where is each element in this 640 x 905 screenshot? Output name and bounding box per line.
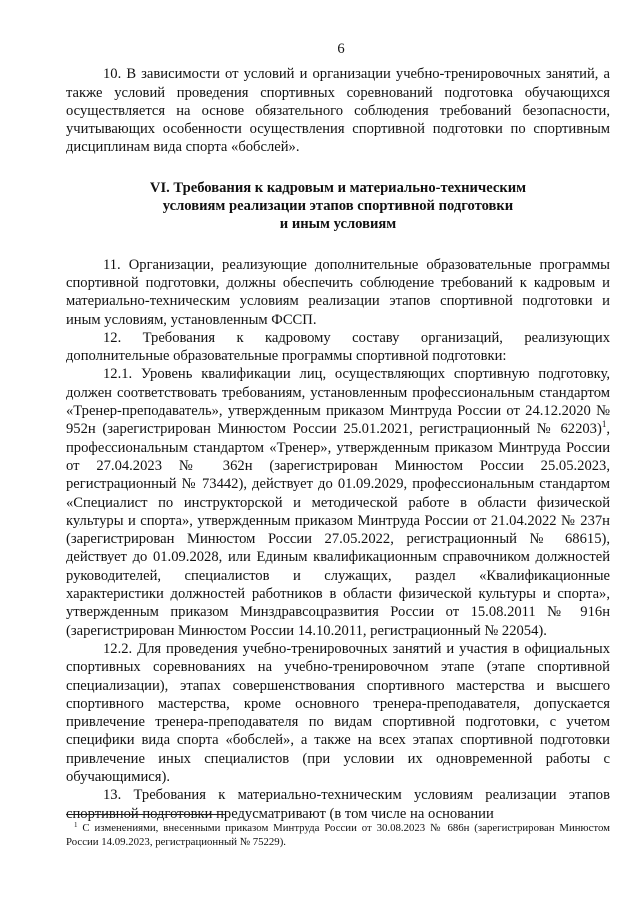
footnote-marker: 1 (74, 821, 78, 829)
footnote (66, 822, 610, 849)
paragraph-10: 10. В зависимости от условий и организации учебно-тренировочных занятий, а также условий проведения спортивных соревнований подготовка обучающихся осуществляется на основе обязательного соблюдения требований безопасности, учитывающих особенности осуществления спортивной подготовки по спортивным дисциплинам вида спорта «бобслей». (66, 66, 610, 156)
section-title-line-2: условиям реализации этапов спортивной подготовки (162, 198, 514, 215)
section-title-line-3: и иным условиям (279, 216, 397, 233)
page-number: 6 (337, 41, 345, 57)
paragraph-12-1-text-a: 12.1. Уровень квалификации лиц, осуществляющих спортивную подготовку, должен соответствовать требованиям, установленным профессиональным стандартом «Тренер-преподаватель», утвержденным приказом Минтруда России от 24.12.2020 № 952н (зарегистрирован Минюстом России 25.01.2021, регистрационный № 62203) (66, 366, 610, 438)
footnote-text: С изменениями, внесенными приказом Минтруда России от 30.08.2023 № 686н (зарегистрирован Минюстом России 14.09.2023, регистрационный № 75229). (66, 822, 610, 848)
section-title (66, 179, 610, 234)
paragraph-12: 12. Требования к кадровому составу организаций, реализующих дополнительные образовательные программы спортивной подготовки: (66, 329, 610, 365)
paragraph-12-1-text-b: , профессиональным стандартом «Тренер», утвержденным приказом Минтруда России от 27.04.2023 № 362н (зарегистрирован Минюстом России 25.05.2023, регистрационный № 73442), действует до 01.09.2029, профессиональным стандартом «Специалист по инструкторской и методической работе в области физической культуры и спорта», утвержденным приказом Минтруда России от 21.04.2022 № 237н (зарегистрирован Минюстом России 27.05.2022, регистрационный № 68615), действует до 01.09.2028, или Единым квалификационным справочником должностей руководителей, специалистов и служащих, раздел «Квалификационные характеристики должностей работников в области физической культуры и спорта», утвержденным приказом Минздравсоцразвития России от 15.08.2011 № 916н (зарегистрирован Минюстом России 14.10.2011, регистрационный № 22054). (66, 421, 610, 639)
paragraph-11: 11. Организации, реализующие дополнительные образовательные программы спортивной подготовки, должны обеспечить соблюдение требований к кадровым и материально-техническим условиям реализации этапов спортивной подготовки и иным условиям, установленным ФССП. (66, 256, 610, 328)
paragraph-12-2: 12.2. Для проведения учебно-тренировочных занятий и участия в официальных спортивных соревнованиях на учебно-тренировочном этапе (этапе спортивной специализации), этапах совершенствования спортивного мастерства и высшего спортивного мастерства, кроме основного тренера-преподавателя, допускается привлечение тренера-преподавателя по видам спортивной подготовки, с учетом специфики вида спорта «бобслей», а также на всех этапах спортивной подготовки привлечение иных специалистов (при условии их одновременной работы с обучающимися). (66, 640, 610, 785)
section-title-line-1: VI. Требования к кадровым и материально-техническим (149, 179, 527, 196)
paragraph-12-1 (66, 365, 610, 639)
document-page (66, 40, 610, 823)
footnote-divider (66, 814, 226, 815)
paragraph-13: 13. Требования к материально-техническим условиям реализации этапов спортивной подготовки предусматривают (в том числе на основании (66, 787, 610, 822)
footnote-reference: 1 (601, 419, 607, 430)
